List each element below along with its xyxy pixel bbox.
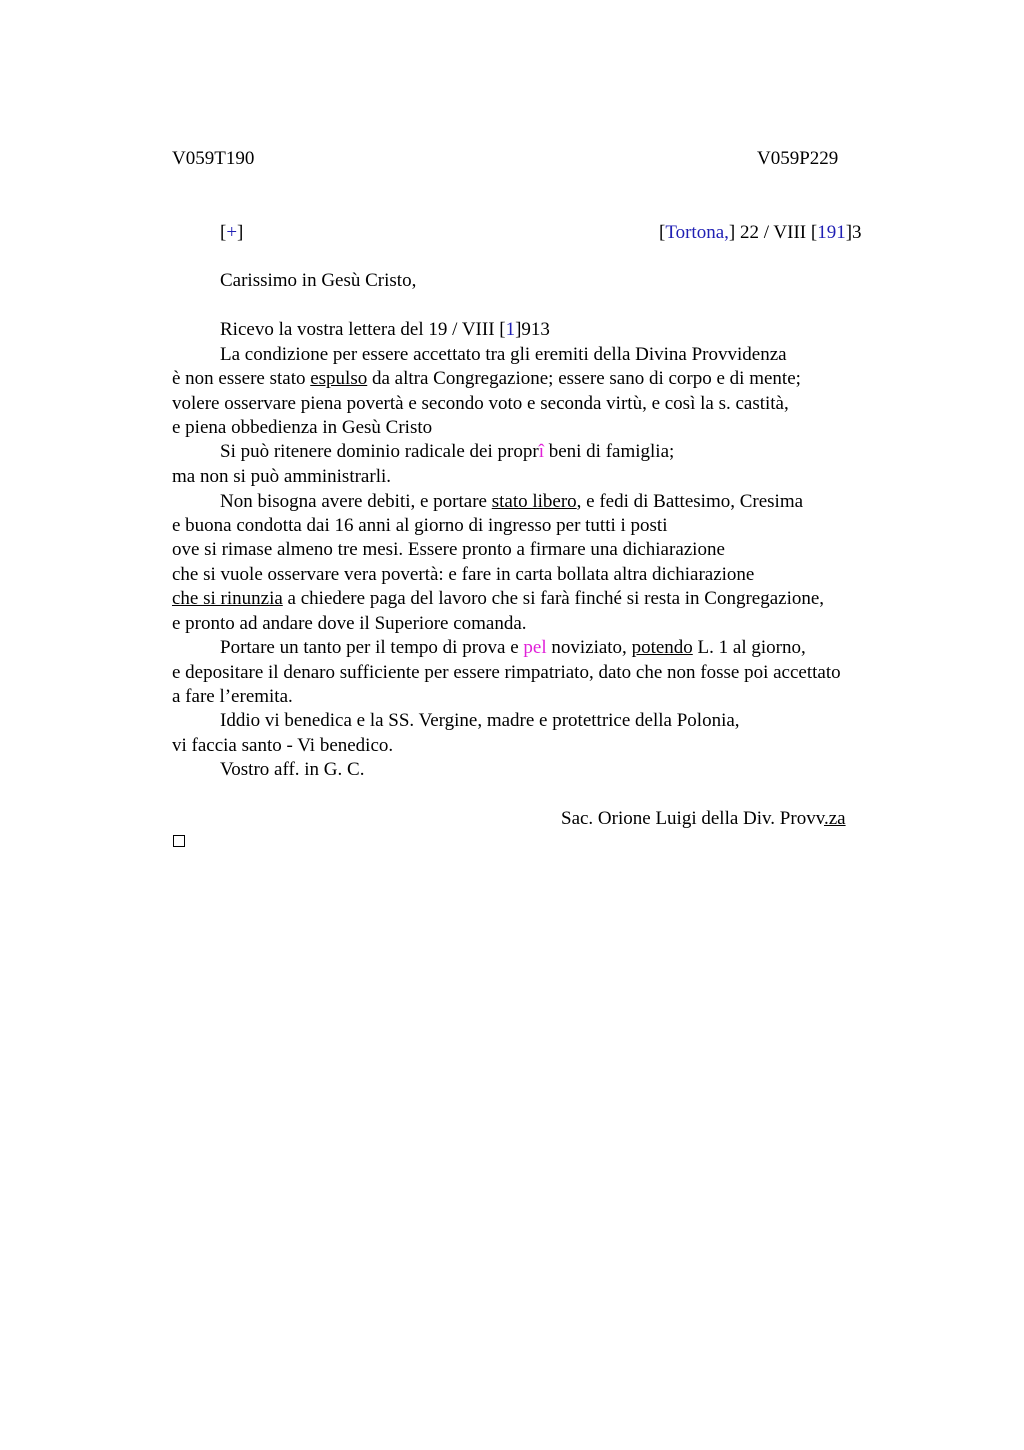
salutation: Carissimo in Gesù Cristo,: [220, 270, 417, 291]
body-line: che si vuole osservare vera povertà: e fare in carta bollata altra dichiarazione: [172, 564, 755, 585]
place-name: Tortona,: [665, 222, 729, 243]
closing: Vostro aff. in G. C.: [220, 759, 365, 780]
body-line: e pronto ad andare dove il Superiore comanda.: [172, 613, 527, 634]
signature: Sac. Orione Luigi della Div. Provv.za: [561, 808, 846, 829]
body-line: ma non si può amministrarli.: [172, 466, 392, 487]
body-line: è non essere stato espulso da altra Congregazione; essere sano di corpo e di mente;: [172, 368, 801, 389]
body-line: a fare l’eremita.: [172, 686, 293, 707]
document-code-left: V059T190: [172, 148, 255, 169]
end-square-icon: [173, 835, 185, 847]
body-line: e depositare il denaro sufficiente per essere rimpatriato, dato che non fosse poi accettato: [172, 662, 841, 683]
body-line: e piena obbedienza in Gesù Cristo: [172, 417, 433, 438]
body-line: Portare un tanto per il tempo di prova e pel noviziato, potendo L. 1 al giorno,: [220, 637, 806, 658]
body-line: volere osservare piena povertà e secondo voto e seconda virtù, e così la s. castità,: [172, 393, 789, 414]
body-line: La condizione per essere accettato tra gli eremiti della Divina Provvidenza: [220, 344, 787, 365]
body-line: vi faccia santo - Vi benedico.: [172, 735, 394, 756]
body-line: Si può ritenere dominio radicale dei proprî beni di famiglia;: [220, 441, 675, 462]
body-line: Non bisogna avere debiti, e portare stato libero, e fedi di Battesimo, Cresima: [220, 491, 804, 512]
body-line: Ricevo la vostra lettera del 19 / VIII [1]913: [220, 319, 550, 340]
page-code-right: V059P229: [757, 148, 839, 169]
body-line: ove si rimase almeno tre mesi. Essere pronto a firmare una dichiarazione: [172, 539, 725, 560]
body-line: Iddio vi benedica e la SS. Vergine, madre e protettrice della Polonia,: [220, 710, 740, 731]
body-line: che si rinunzia a chiedere paga del lavoro che si farà finché si resta in Congregazione,: [172, 588, 825, 609]
place-date: [Tortona,] 22 / VIII [191]3: [659, 222, 862, 243]
body-line: e buona condotta dai 16 anni al giorno di ingresso per tutti i posti: [172, 515, 668, 536]
cross-mark: [+]: [220, 222, 244, 243]
